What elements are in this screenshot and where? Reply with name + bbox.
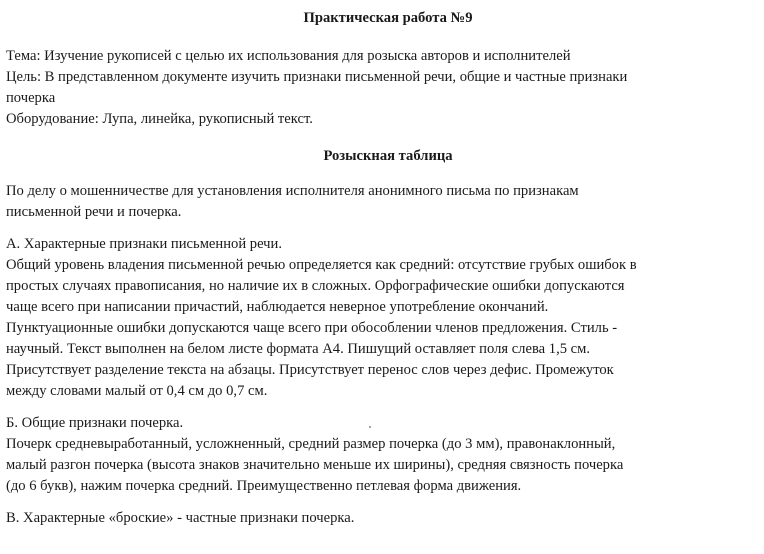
- topic-line: Тема: Изучение рукописей с целью их использования для розыска авторов и исполнителей: [6, 48, 571, 64]
- section-a-heading: А. Характерные признаки письменной речи.: [6, 236, 282, 252]
- intro-line: письменной речи и почерка.: [6, 204, 182, 220]
- section-a-line: Присутствует разделение текста на абзацы. Присутствует перенос слов через дефис. Промежуток: [6, 362, 614, 378]
- equipment-line: Оборудование: Лупа, линейка, рукописный текст.: [6, 111, 313, 127]
- section-b-line: малый разгон почерка (высота знаков значительно меньше их ширины), средняя связность почерка: [6, 457, 624, 473]
- section-a-line: простых случаях правописания, но наличие их в сложных. Орфографические ошибки допускаются: [6, 278, 625, 294]
- table-title: Розыскная таблица: [323, 148, 453, 164]
- intro-line: По делу о мошенничестве для установления исполнителя анонимного письма по признакам: [6, 183, 579, 199]
- section-a: [6, 234, 754, 402]
- intro-paragraph: [6, 181, 754, 223]
- section-b: [6, 413, 754, 497]
- goal-line-continued: почерка: [6, 90, 56, 106]
- section-b-heading: Б. Общие признаки почерка.: [6, 415, 184, 431]
- section-a-line: Общий уровень владения письменной речью определяется как средний: отсутствие грубых ошибок в: [6, 257, 637, 273]
- section-c: [6, 508, 754, 529]
- section-b-line: (до 6 букв), нажим почерка средний. Преимущественно петлевая форма движения.: [6, 478, 522, 494]
- section-a-line: чаще всего при написании причастий, наблюдается неверное употребление окончаний.: [6, 299, 549, 315]
- section-c-heading: В. Характерные «броские» - частные признаки почерка.: [6, 510, 355, 526]
- section-a-line: Пунктуационные ошибки допускаются чаще всего при обособлении членов предложения. Стиль -: [6, 320, 618, 336]
- document-header: [6, 46, 754, 130]
- scan-speck: [369, 426, 371, 428]
- section-a-line: между словами малый от 0,4 см до 0,7 см.: [6, 383, 268, 399]
- section-b-line: Почерк средневыработанный, усложненный, средний размер почерка (до 3 мм), правонаклонный,: [6, 436, 616, 452]
- goal-line: Цель: В представленном документе изучить признаки письменной речи, общие и частные признаки: [6, 69, 628, 85]
- document-title: Практическая работа №9: [303, 10, 473, 26]
- section-a-line: научный. Текст выполнен на белом листе формата А4. Пишущий оставляет поля слева 1,5 см.: [6, 341, 591, 357]
